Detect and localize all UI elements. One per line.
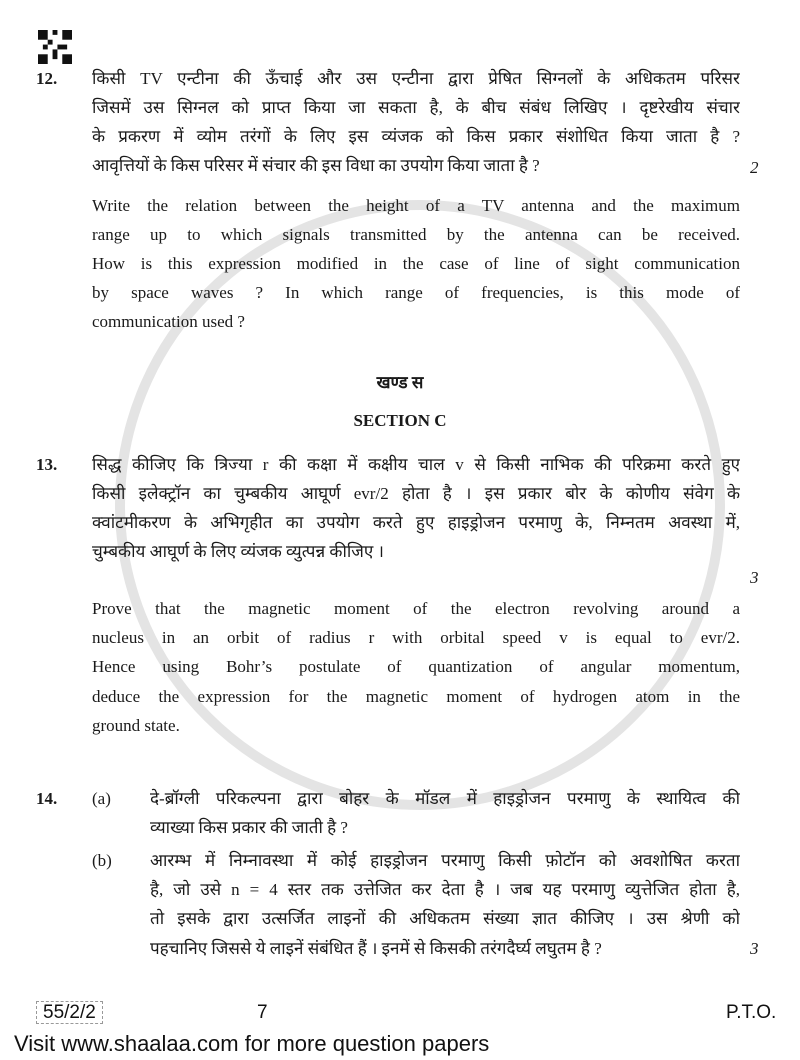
section-title: SECTION C	[353, 411, 447, 430]
q12-hindi-line: जिसमें उस सिग्नल को प्राप्त किया जा सकता है, के बीच संबंध लिखिए । दृष्टरेखीय संचार	[92, 98, 740, 117]
qr-code-icon	[38, 30, 72, 64]
question-number: 14.	[36, 789, 58, 808]
q14a-line: दे-ब्रॉग्ली परिकल्पना द्वारा बोहर के मॉडल में हाइड्रोजन परमाणु के स्थायित्व की	[150, 789, 740, 808]
q12-hindi-line: आवृत्तियों के किस परिसर में संचार की इस विधा का उपयोग किया जाता है ?	[92, 156, 540, 175]
q14b-line: तो इसके द्वारा उत्सर्जित लाइनों की अधिकतम संख्या ज्ञात कीजिए । उस श्रेणी को	[150, 909, 740, 928]
marks: 3	[750, 939, 759, 958]
q13-english-line: nucleus in an orbit of radius r with orbital speed v is equal to evr/2.	[92, 628, 740, 647]
q14a-line: व्याख्या किस प्रकार की जाती है ?	[150, 818, 348, 837]
paper-code: 55/2/2	[36, 1001, 103, 1024]
q14b-line: आरम्भ में निम्नावस्था में कोई हाइड्रोजन परमाणु किसी फ़ोटॉन को अवशोषित करता	[150, 851, 740, 870]
question-number: 13.	[36, 455, 58, 474]
q13-english-line: deduce the expression for the magnetic moment of hydrogen atom in the	[92, 687, 740, 706]
q12-english-line: Write the relation between the height of a TV antenna and the maximum	[92, 196, 740, 215]
q13-english-line: Hence using Bohr’s postulate of quantization of angular momentum,	[92, 657, 740, 676]
part-label: (b)	[92, 851, 112, 870]
q12-english-line: by space waves ? In which range of frequencies, is this mode of	[92, 283, 740, 302]
q13-hindi-line: किसी इलेक्ट्रॉन का चुम्बकीय आघूर्ण evr/2 होता है । इस प्रकार बोर के कोणीय संवेग के	[92, 484, 740, 503]
q14b-line: पहचानिए जिससे ये लाइनें संबंधित हैं । इनमें से किसकी तरंगदैर्घ्य लघुतम है ?	[150, 939, 602, 958]
q13-hindi-line: क्वांटमीकरण के अभिगृहीत का उपयोग करते हुए हाइड्रोजन परमाणु के, निम्नतम अवस्था में,	[92, 513, 740, 532]
question-number: 12.	[36, 69, 58, 88]
page-number: 7	[257, 1002, 268, 1023]
visit-link[interactable]: Visit www.shaalaa.com for more question papers	[14, 1031, 490, 1056]
q13-english-line: Prove that the magnetic moment of the electron revolving around a	[92, 599, 740, 618]
section-title-hindi: खण्ड स	[376, 373, 424, 392]
q12-english-line: range up to which signals transmitted by the antenna can be received.	[92, 225, 740, 244]
q12-hindi-line: किसी TV एन्टीना की ऊँचाई और उस एन्टीना द्वारा प्रेषित सिग्नलों के अधिकतम परिसर	[92, 69, 740, 88]
q12-english-line: How is this expression modified in the case of line of sight communication	[92, 254, 740, 273]
marks: 3	[750, 568, 759, 587]
marks: 2	[750, 158, 759, 177]
q13-hindi-line: चुम्बकीय आघूर्ण के लिए व्यंजक व्युत्पन्न कीजिए ।	[92, 542, 384, 561]
q13-hindi-line: सिद्ध कीजिए कि त्रिज्या r की कक्षा में कक्षीय चाल v से किसी नाभिक की परिक्रमा करते हुए	[92, 455, 740, 474]
q14b-line: है, जो उसे n = 4 स्तर तक उत्तेजित कर देता है । जब यह परमाणु व्युत्तेजित होता है,	[150, 880, 740, 899]
q13-english-line: ground state.	[92, 716, 180, 735]
q12-hindi-line: के प्रकरण में व्योम तरंगों के लिए इस व्यंजक को किस प्रकार संशोधित किया जाता है ?	[92, 127, 740, 146]
part-label: (a)	[92, 789, 111, 808]
pto-label: P.T.O.	[726, 1002, 777, 1023]
q12-english-line: communication used ?	[92, 312, 245, 331]
